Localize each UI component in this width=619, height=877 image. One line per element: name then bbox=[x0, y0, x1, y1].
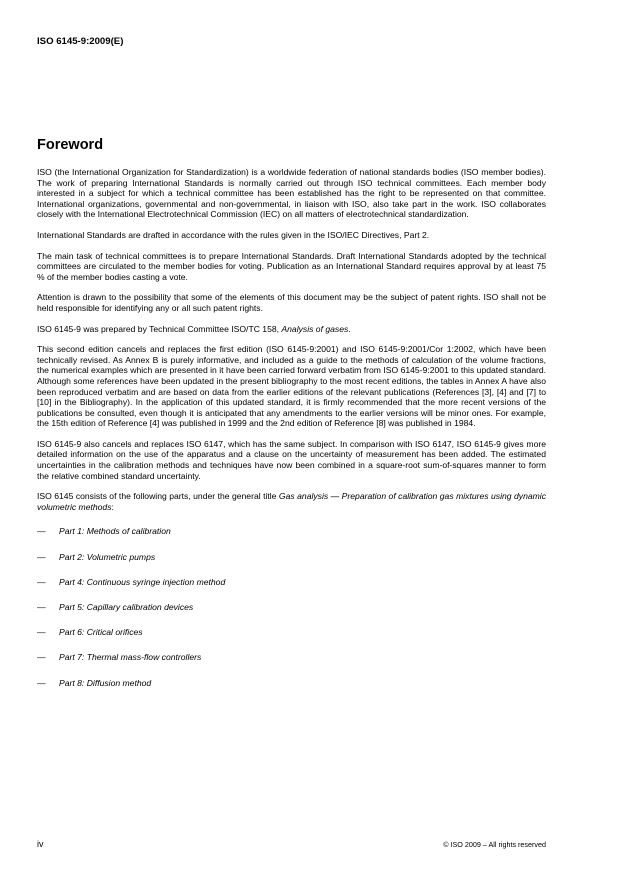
part-title: Part 7: Thermal mass-flow controllers bbox=[59, 652, 202, 663]
paragraph-parts-intro bbox=[37, 491, 546, 512]
paragraph-prepared-by bbox=[37, 324, 546, 335]
prepared-by-text: ISO 6145-9 was prepared by Technical Committee ISO/TC 158, bbox=[37, 323, 282, 334]
part-title: Part 8: Diffusion method bbox=[59, 677, 152, 688]
part-title: Part 5: Capillary calibration devices bbox=[59, 602, 194, 612]
list-item bbox=[37, 652, 546, 664]
part-title: Part 4: Continuous syringe injection method bbox=[59, 576, 226, 587]
part-title: Part 2: Volumetric pumps bbox=[59, 551, 156, 562]
parts-intro-text: ISO 6145 consists of the following parts, under the general title bbox=[37, 491, 279, 502]
committee-title: Analysis of gases bbox=[281, 323, 349, 334]
paragraph-iso-intro: ISO (the International Organization for Standardization) is a worldwide federation of national standards bodies (ISO member bodies). The work of preparing International Standards is normally carried out through ISO technical committees. Each member body interested in a subject for which a technical committee has been established has the right to be represented on that committee. International organizations, governmental and non-governmental, in liaison with ISO, also take part in the work. ISO collaborates closely with the International Electrotechnical Commission (IEC) on all matters of electrotechnical standardization. bbox=[37, 167, 546, 220]
paragraph-second-edition: This second edition cancels and replaces the first edition (ISO 6145-9:2001) and ISO 6145-9:2001/Cor 1:2002, which have been technically revised. As Annex B is purely informative, and included as a guide to the methods of calculation of the volume fractions, the numerical examples which are presented in it have been carried forward verbatim from ISO 6145-9:2001 to this updated standard. Although some references have been updated in the present bibliography to the most recent editions, the tables in Annex A have also been reproduced verbatim and are based on data from the earlier editions of the relevant publications (References [3], [4] and [7] to [10] in the Bibliography). In the application of this updated standard, it is firmly recommended that the more recent versions of the publications be consulted, even though it is anticipated that any amendments to the earlier versions will be minor ones. For example, the 15th edition of Reference [4] was published in 1999 and the 2nd edition of Reference [8] was published in 1984. bbox=[37, 344, 546, 429]
paragraph-replaces-iso-6147: ISO 6145-9 also cancels and replaces ISO 6147, which has the same subject. In comparison with ISO 6147, ISO 6145-9 gives more detailed information on the use of the apparatus and a clause on the uncertainty of measurement has been added. The estimated uncertainties in the calibration methods and techniques have now been combined in a square-root sum-of-squares manner to form the relative combined standard uncertainty. bbox=[37, 438, 546, 481]
copyright-notice: © ISO 2009 – All rights reserved bbox=[443, 840, 546, 849]
dash-bullet: — bbox=[37, 627, 46, 638]
list-item bbox=[37, 602, 546, 614]
list-item bbox=[37, 678, 546, 690]
paragraph-drafting-rules: International Standards are drafted in accordance with the rules given in the ISO/IEC Directives, Part 2. bbox=[37, 229, 430, 240]
list-item bbox=[37, 526, 546, 538]
dash-bullet: — bbox=[37, 551, 46, 562]
dash-bullet: — bbox=[37, 576, 46, 587]
document-id-header: ISO 6145-9:2009(E) bbox=[37, 36, 124, 47]
prepared-by-end: . bbox=[348, 323, 351, 334]
dash-bullet: — bbox=[37, 602, 46, 612]
dash-bullet: — bbox=[37, 677, 46, 688]
paragraph-patent-notice: Attention is drawn to the possibility that some of the elements of this document may be the subject of patent rights. ISO shall not be held responsible for identifying any or all such patent rights. bbox=[37, 292, 546, 313]
part-title: Part 1: Methods of calibration bbox=[59, 526, 171, 537]
dash-bullet: — bbox=[37, 526, 46, 537]
paragraph-committee-task: The main task of technical committees is to prepare International Standards. Draft International Standards adopted by the technical committees are circulated to the member bodies for voting. Publication as an International Standard requires approval by at least 75 % of the member bodies casting a vote. bbox=[37, 250, 546, 282]
page-title: Foreword bbox=[37, 137, 104, 153]
foreword-body bbox=[37, 167, 546, 703]
dash-bullet: — bbox=[37, 652, 46, 663]
parts-intro-end: : bbox=[111, 501, 114, 512]
general-title: Gas analysis — Preparation of calibration gas mixtures using dynamic volumetric methods bbox=[37, 491, 546, 512]
page-number: iv bbox=[37, 839, 44, 849]
list-item bbox=[37, 552, 546, 564]
list-item bbox=[37, 577, 546, 589]
list-item bbox=[37, 627, 546, 639]
part-title: Part 6: Critical orifices bbox=[59, 627, 143, 638]
parts-list bbox=[37, 526, 546, 689]
